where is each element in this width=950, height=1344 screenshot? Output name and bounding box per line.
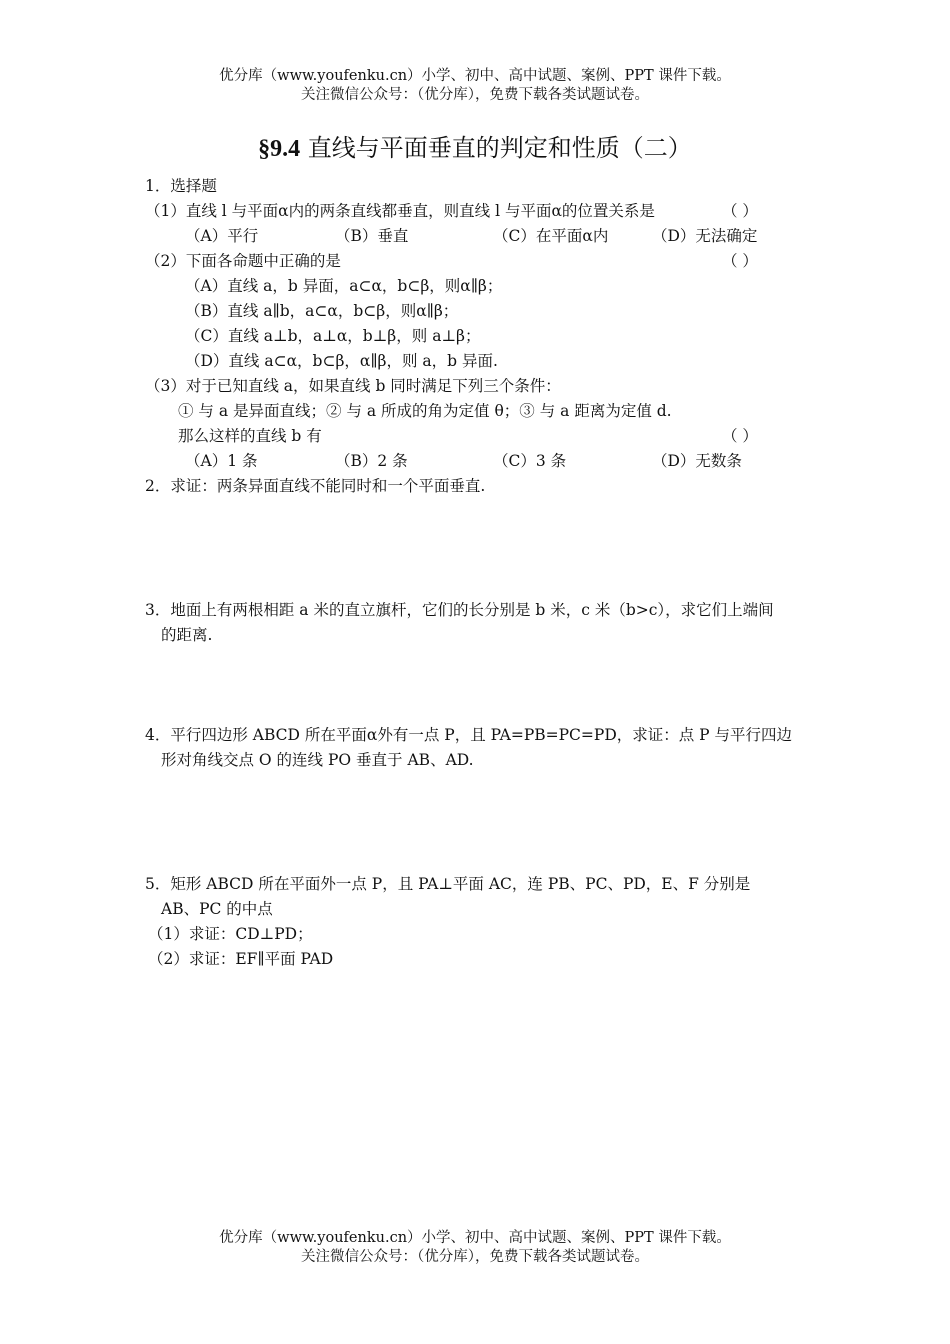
q1-1-answer-paren: （ ） [722,202,758,220]
q1-3-option-c: （C）3 条 [493,452,567,470]
q4-line-2: 形对角线交点 O 的连线 PO 垂直于 AB、AD. [161,751,474,769]
q2-text: 2．求证：两条异面直线不能同时和一个平面垂直. [145,477,486,495]
q5-sub-1: （1）求证：CD⊥PD； [148,925,313,943]
q1-3-ask: 那么这样的直线 b 有 [178,427,322,445]
footer-line-2: 关注微信公众号：（优分库），免费下载各类试题试卷。 [301,1249,649,1265]
q1-2-answer-paren: （ ） [722,252,758,270]
q1-1-option-d: （D）无法确定 [652,227,758,245]
q1-3-option-b: （B）2 条 [335,452,408,470]
q1-2-option-c: （C）直线 a⊥b，a⊥α，b⊥β，则 a⊥β； [185,327,481,345]
q1-3-option-d: （D）无数条 [652,452,742,470]
q1-3-stem: （3）对于已知直线 a，如果直线 b 同时满足下列三个条件： [145,377,561,395]
title-text: 直线与平面垂直的判定和性质（二） [300,134,692,162]
footer-line-1: 优分库（www.youfenku.cn）小学、初中、高中试题、案例、PPT 课件下载。 [219,1230,731,1246]
q1-3-option-a: （A）1 条 [185,452,258,470]
q1-1-option-a: （A）平行 [185,227,259,245]
q1-2-option-b: （B）直线 a∥b，a⊂α，b⊂β，则α∥β； [185,302,459,320]
q1-3-conditions: ① 与 a 是异面直线；② 与 a 所成的角为定值 θ；③ 与 a 距离为定值 d. [178,402,672,420]
header-line-2: 关注微信公众号：（优分库），免费下载各类试题试卷。 [301,87,649,103]
q1-3-answer-paren: （ ） [722,427,758,445]
section-number: §9.4 [258,136,301,162]
q1-1-stem: （1）直线 l 与平面α内的两条直线都垂直，则直线 l 与平面α的位置关系是 [145,202,655,220]
q1-heading: 1．选择题 [145,177,217,195]
q1-2-stem: （2）下面各命题中正确的是 [145,252,341,270]
q5-sub-2: （2）求证：EF∥平面 PAD [148,950,334,968]
q5-line-2: AB、PC 的中点 [161,900,273,918]
q3-line-1: 3．地面上有两根相距 a 米的直立旗杆，它们的长分别是 b 米，c 米（b>c），求它们上端间 [145,601,774,619]
q1-2-option-a: （A）直线 a，b 异面，a⊂α，b⊂β，则α∥β； [185,277,503,295]
q1-2-option-d: （D）直线 a⊂α，b⊂β，α∥β，则 a，b 异面. [185,352,498,370]
q3-line-2: 的距离. [161,626,213,644]
q5-line-1: 5．矩形 ABCD 所在平面外一点 P，且 PA⊥平面 AC，连 PB、PC、PD，E、F 分别是 [145,875,751,893]
q1-1-option-b: （B）垂直 [335,227,409,245]
page-title [0,133,950,164]
q1-1-option-c: （C）在平面α内 [493,227,609,245]
header-line-1: 优分库（www.youfenku.cn）小学、初中、高中试题、案例、PPT 课件下载。 [219,68,731,84]
q4-line-1: 4．平行四边形 ABCD 所在平面α外有一点 P，且 PA=PB=PC=PD，求证：点 P 与平行四边 [145,726,793,744]
